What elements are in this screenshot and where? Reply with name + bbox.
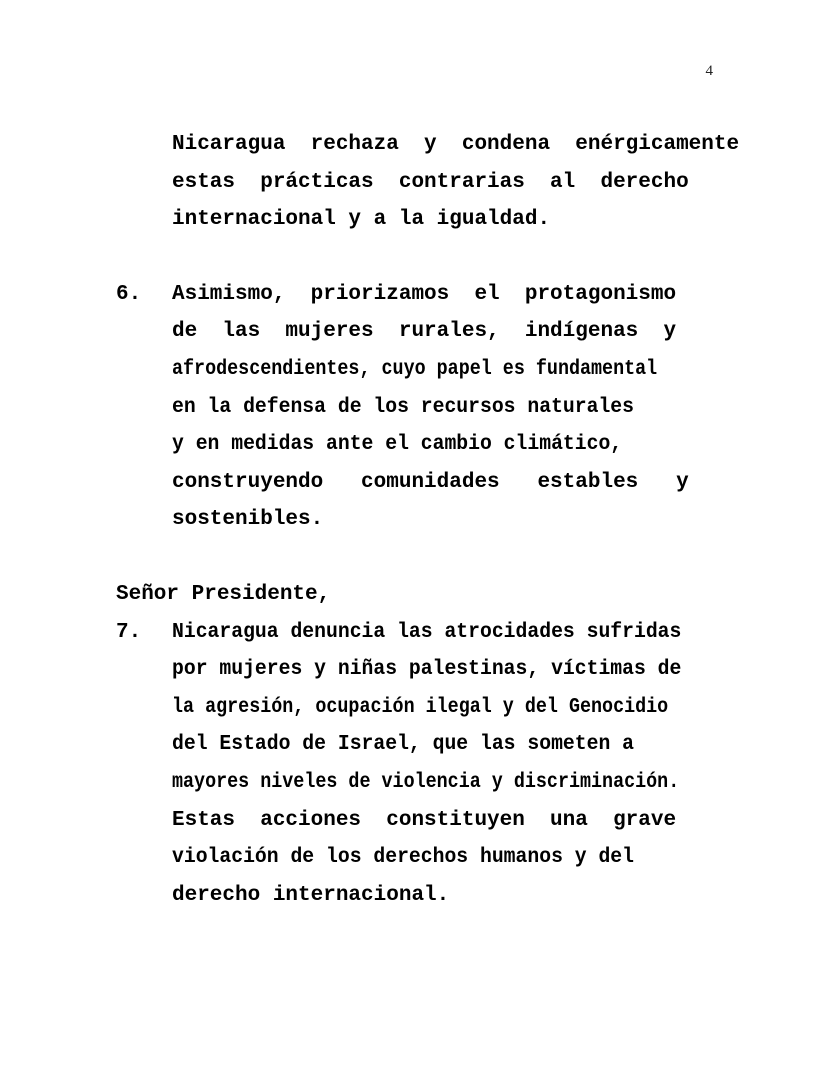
numbered-paragraph-6 (116, 276, 712, 539)
paragraph-continuation (116, 126, 740, 239)
text-line: de las mujeres rurales, indígenas y (172, 320, 677, 344)
text-line: derecho internacional. (172, 883, 450, 907)
text-line: construyendo comunidades estables y (172, 470, 689, 494)
text-line: del Estado de Israel, que las someten a (172, 733, 634, 757)
text-line: sostenibles. (172, 508, 324, 532)
text-line: Nicaragua denuncia las atrocidades sufridas (172, 620, 682, 644)
numbered-paragraph-7 (116, 614, 712, 915)
text-line: Nicaragua rechaza y condena enérgicamente (172, 133, 740, 156)
text-line: por mujeres y niñas palestinas, víctimas de (172, 658, 682, 682)
text-line: y en medidas ante el cambio climático, (172, 433, 623, 457)
paragraph-spacer (116, 239, 712, 276)
list-marker-6: 6. (116, 282, 142, 306)
text-line: mayores niveles de violencia y discriminación. (172, 770, 680, 794)
text-line: Señor Presidente, (116, 582, 331, 606)
text-line: Estas acciones constituyen una grave (172, 808, 677, 832)
text-line: en la defensa de los recursos naturales (172, 395, 634, 419)
paragraph-spacer (116, 539, 712, 576)
salutation (116, 576, 712, 614)
text-line: la agresión, ocupación ilegal y del Genocidio (172, 695, 669, 719)
text-line: Asimismo, priorizamos el protagonismo (172, 282, 677, 306)
text-line: internacional y a la igualdad. (172, 208, 551, 232)
document-body (116, 126, 740, 914)
text-line: estas prácticas contrarias al derecho (172, 170, 689, 194)
text-line: afrodescendientes, cuyo papel es fundamental (172, 357, 658, 381)
page-number: 4 (705, 63, 713, 79)
text-line: violación de los derechos humanos y del (172, 846, 634, 870)
list-marker-7: 7. (116, 620, 142, 644)
